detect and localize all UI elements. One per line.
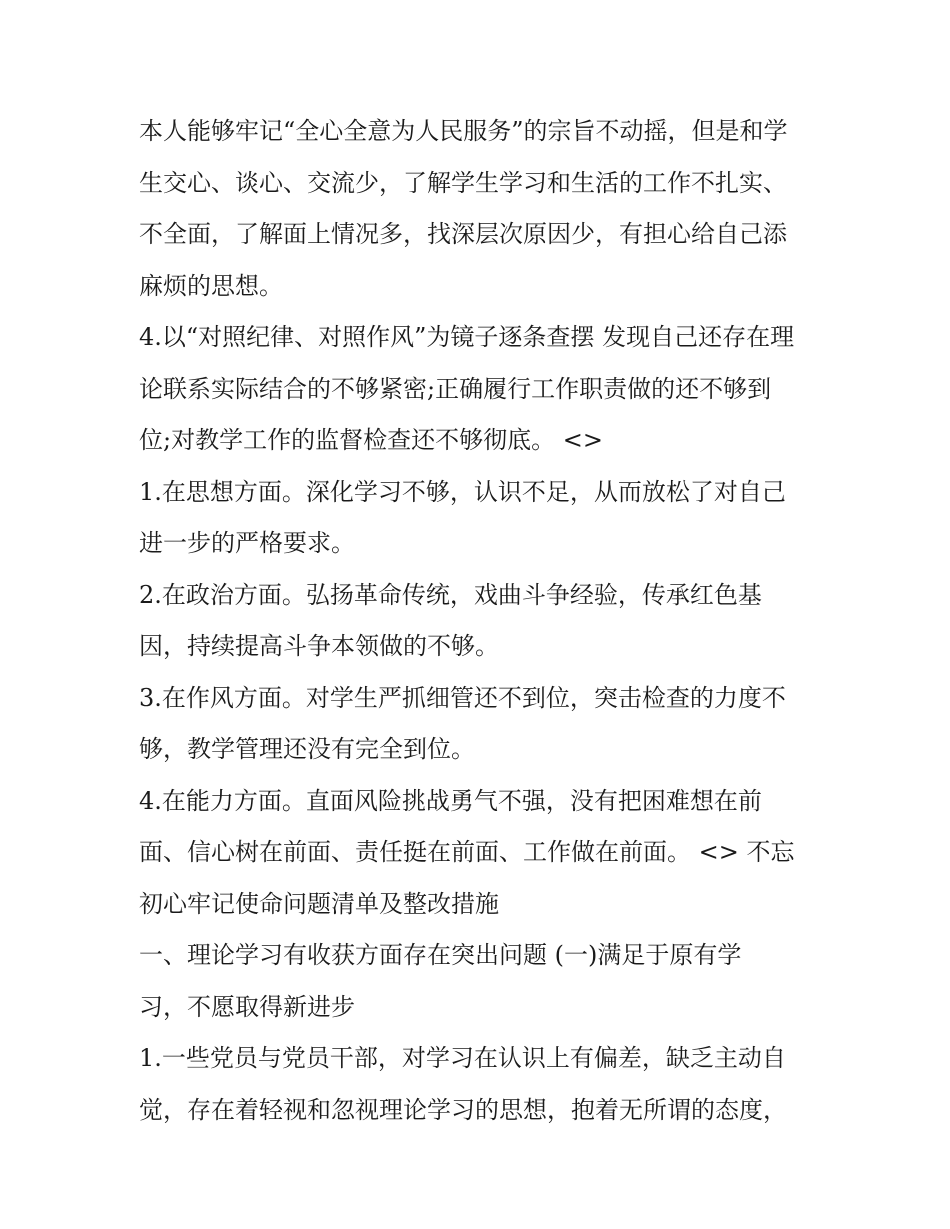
text-line-4: 麻烦的思想。	[139, 271, 283, 300]
text-line-3: 不全面，了解面上情况多，找深层次原因少，有担心给自己添	[139, 220, 787, 248]
text-line-5: 4.以“对照纪律、对照作风”为镜子逐条查摆 发现自己还存在理	[139, 323, 795, 351]
text-line-15: 面、信心树在前面、责任挺在前面、工作做在前面。 <> 不忘	[139, 838, 795, 866]
text-line-16: 初心牢记使命问题清单及整改措施	[139, 889, 499, 918]
text-line-6: 论联系实际结合的不够紧密;正确履行工作职责做的还不够到	[139, 374, 772, 403]
text-line-19: 1.一些党员与党员干部，对学习在认识上有偏差，缺乏主动自	[139, 1044, 786, 1072]
text-line-18: 习，不愿取得新进步	[139, 992, 355, 1021]
text-line-14: 4.在能力方面。直面风险挑战勇气不强，没有把困难想在前	[139, 786, 762, 815]
text-line-20: 觉，存在着轻视和忽视理论学习的思想，抱着无所谓的态度，	[139, 1095, 787, 1124]
text-line-8: 1.在思想方面。深化学习不够，认识不足，从而放松了对自己	[139, 477, 786, 506]
text-line-17: 一、理论学习有收获方面存在突出问题 (一)满足于原有学	[139, 941, 742, 969]
document-body	[139, 106, 819, 1136]
text-line-10: 2.在政治方面。弘扬革命传统，戏曲斗争经验，传承红色基	[139, 580, 762, 609]
text-line-2: 生交心、谈心、交流少，了解学生学习和生活的工作不扎实、	[139, 168, 787, 197]
text-line-13: 够，教学管理还没有完全到位。	[139, 735, 475, 763]
text-line-1: 本人能够牢记“全心全意为人民服务”的宗旨不动摇，但是和学	[139, 117, 788, 145]
text-line-7: 位;对教学工作的监督检查还不够彻底。 <>	[139, 426, 603, 454]
text-line-12: 3.在作风方面。对学生严抓细管还不到位，突击检查的力度不	[139, 683, 786, 712]
text-line-9: 进一步的严格要求。	[139, 529, 355, 557]
text-line-11: 因，持续提高斗争本领做的不够。	[139, 632, 499, 660]
